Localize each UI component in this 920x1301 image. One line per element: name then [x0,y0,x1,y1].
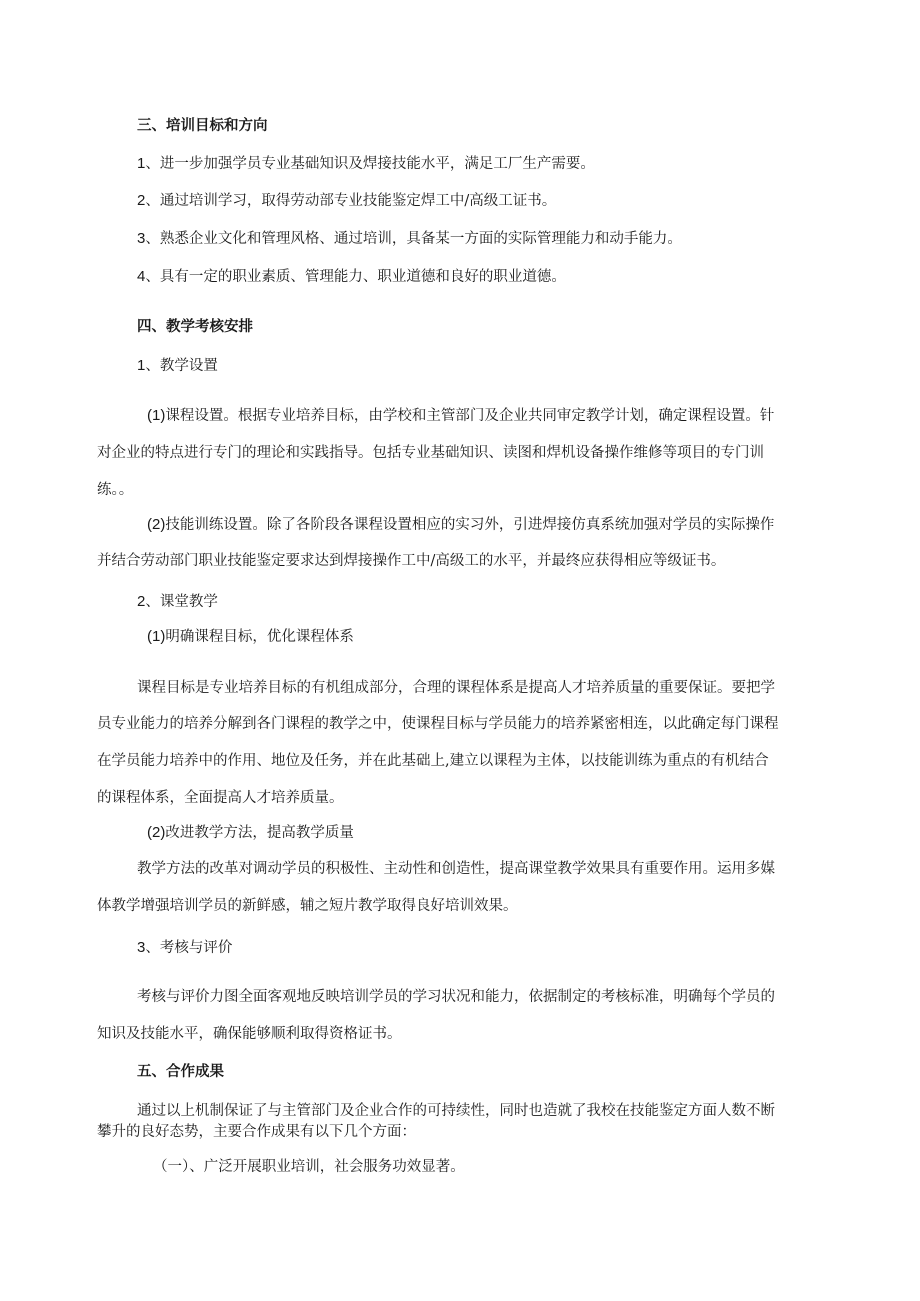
paragraph-line: 体教学增强培训学员的新鲜感，辅之短片教学取得良好培训效果。 [97,898,518,914]
paragraph-line: 员专业能力的培养分解到各门课程的教学之中，使课程目标与学员能力的培养紧密相连，以此确定每门课程 [97,716,779,732]
item-number: 2 [137,192,146,209]
paragraph-line: 攀升的良好态势，主要合作成果有以下几个方面： [97,1124,416,1140]
paragraph-line: 对企业的特点进行专门的理论和实践指导。包括专业基础知识、读图和焊机设备操作维修等项目的专门训 [97,445,764,461]
list-item [137,154,595,174]
paragraph-title-text: 明确课程目标，优化课程体系 [165,629,354,645]
subsection-label: 、考核与评价 [145,940,233,956]
item-text: 、熟悉企业文化和管理风格、通过培训，具备某一方面的实际管理能力和动手能力。 [145,231,682,247]
list-item [137,229,682,249]
paragraph-number: (2) [147,516,166,533]
subsection-label: 、教学设置 [145,358,218,374]
item-number: 3 [137,230,146,247]
subsection-title [137,592,218,612]
subsection-title [137,938,232,958]
subsection-number: 1 [137,357,146,374]
paragraph-line: 练。。 [97,482,134,498]
paragraph-line: 并结合劳动部门职业技能鉴定要求达到焊接操作工中/高级工的水平，并最终应获得相应等级证书。 [97,553,726,569]
paragraph-line: 通过以上机制保证了与主管部门及企业合作的可持续性，同时也造就了我校在技能鉴定方面人数不断 [137,1103,775,1119]
paragraph-line: 知识及技能水平，确保能够顺利取得资格证书。 [97,1026,402,1042]
subsection-title [137,356,218,376]
list-item: （一）、广泛开展职业培训，社会服务功效显著。 [153,1159,465,1175]
paragraph-title [147,627,354,647]
subsection-number: 3 [137,939,146,956]
paragraph-line: 课程目标是专业培养目标的有机组成部分，合理的课程体系是提高人才培养质量的重要保证。要把学 [137,680,775,696]
section-heading: 五、合作成果 [137,1064,224,1080]
item-text: 、具有一定的职业素质、管理能力、职业道德和良好的职业道德。 [145,269,566,285]
paragraph-line: 考核与评价力图全面客观地反映培训学员的学习状况和能力，依据制定的考核标准，明确每个学员的 [137,989,775,1005]
item-text: 、通过培训学习，取得劳动部专业技能鉴定焊工中/高级工证书。 [145,193,557,209]
paragraph-title [147,823,354,843]
list-item [137,191,556,211]
section-heading: 三、培训目标和方向 [137,118,268,134]
list-item [137,267,566,287]
paragraph-line: 教学方法的改革对调动学员的积极性、主动性和创造性，提高课堂教学效果具有重要作用。运用多媒 [137,861,775,877]
subsection-label: 、课堂教学 [145,594,218,610]
paragraph-text: 技能训练设置。除了各阶段各课程设置相应的实习外，引进焊接仿真系统加强对学员的实际操作 [165,517,775,533]
item-text: 、进一步加强学员专业基础知识及焊接技能水平，满足工厂生产需要。 [145,156,595,172]
paragraph-line: 的课程体系，全面提高人才培养质量。 [97,790,344,806]
paragraph-title-text: 改进教学方法，提高教学质量 [165,825,354,841]
paragraph-number: (1) [147,407,166,424]
paragraph-number: (2) [147,824,166,841]
paragraph-line [147,515,774,535]
item-number: 4 [137,268,146,285]
paragraph-line: 在学员能力培养中的作用、地位及任务，并在此基础上,建立以课程为主体，以技能训练为重点的有机结合 [97,753,769,769]
paragraph-number: (1) [147,628,166,645]
item-number: 1 [137,155,146,172]
subsection-number: 2 [137,593,146,610]
paragraph-text: 课程设置。根据专业培养目标，由学校和主管部门及企业共同审定教学计划，确定课程设置。针 [165,408,775,424]
paragraph-line [147,406,774,426]
section-heading: 四、教学考核安排 [137,319,253,335]
